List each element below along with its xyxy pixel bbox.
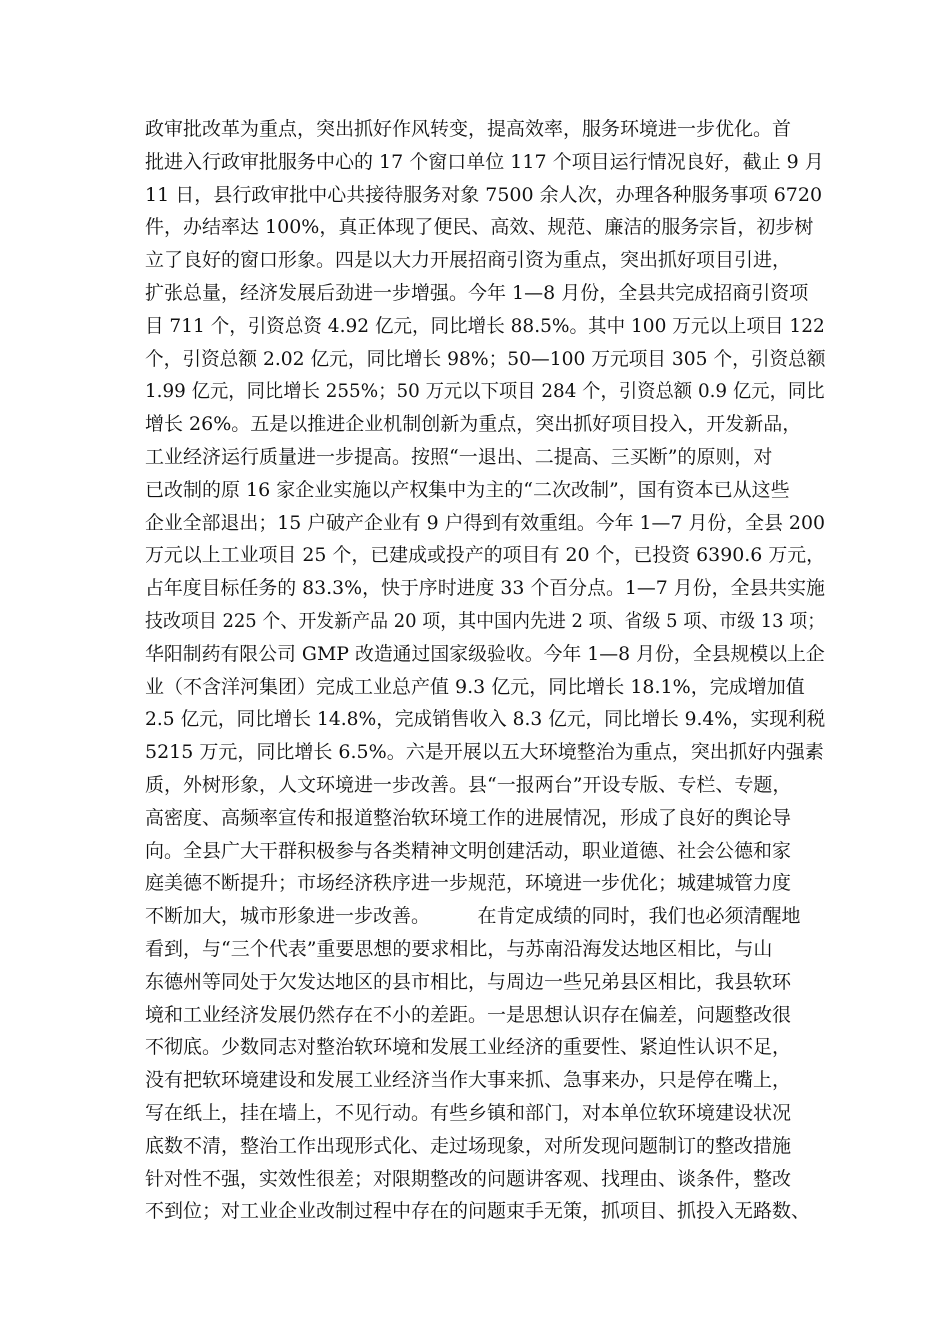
text-line: 东德州等同处于欠发达地区的县市相比，与周边一些兄弟县区相比，我县软环 — [145, 970, 792, 993]
text-line: 2.5 亿元，同比增长 14.8%，完成销售收入 8.3 亿元，同比增长 9.4%，实现利税 — [145, 708, 826, 731]
text-line: 企业全部退出；15 户破产企业有 9 户得到有效重组。今年 1—7 月份，全县 200 — [145, 511, 825, 534]
text-line: 5215 万元，同比增长 6.5%。六是开展以五大环境整治为重点，突出抓好内强素 — [145, 741, 824, 764]
text-line: 立了良好的窗口形象。四是以大力开展招商引资为重点，突出抓好项目引进， — [145, 249, 792, 272]
text-line: 高密度、高频率宣传和报道整治软环境工作的进展情况，形成了良好的舆论导 — [145, 806, 792, 829]
text-line: 业（不含洋河集团）完成工业总产值 9.3 亿元，同比增长 18.1%，完成增加值 — [145, 675, 805, 698]
text-line: 庭美德不断提升；市场经济秩序进一步规范，环境进一步优化；城建城管力度 — [145, 872, 792, 895]
text-line: 万元以上工业项目 25 个，已建成或投产的项目有 20 个，已投资 6390.6 万元， — [145, 544, 826, 567]
text-line: 底数不清，整治工作出现形式化、走过场现象，对所发现问题制订的整改措施 — [145, 1134, 792, 1157]
text-line: 增长 26%。五是以推进企业机制创新为重点，突出抓好项目投入，开发新品， — [145, 413, 802, 436]
text-line: 个，引资总额 2.02 亿元，同比增长 98%；50—100 万元项目 305 个，引资总额 — [145, 347, 826, 370]
text-line: 件，办结率达 100%，真正体现了便民、高效、规范、廉洁的服务宗旨，初步树 — [145, 216, 814, 239]
text-line: 占年度目标任务的 83.3%，快于序时进度 33 个百分点。1—7 月份，全县共实施 — [145, 577, 825, 600]
text-line: 工业经济运行质量进一步提高。按照“一退出、二提高、三买断”的原则，对 — [145, 445, 773, 468]
text-line: 不断加大，城市形象进一步改善。 在肯定成绩的同时，我们也必须清醒地 — [145, 905, 801, 928]
body-text — [145, 113, 825, 1228]
text-line: 质，外树形象，人文环境进一步改善。县“一报两台”开设专版、专栏、专题， — [145, 773, 792, 796]
text-line: 不到位；对工业企业改制过程中存在的问题束手无策，抓项目、抓投入无路数、 — [145, 1200, 811, 1223]
text-line: 已改制的原 16 家企业实施以产权集中为主的“二次改制”，国有资本已从这些 — [145, 478, 790, 501]
text-line: 写在纸上，挂在墙上，不见行动。有些乡镇和部门，对本单位软环境建设状况 — [145, 1101, 792, 1124]
text-line: 华阳制药有限公司 GMP 改造通过国家级验收。今年 1—8 月份，全县规模以上企 — [145, 642, 825, 665]
text-line: 不彻底。少数同志对整治软环境和发展工业经济的重要性、紧迫性认识不足， — [145, 1036, 792, 1059]
text-line: 境和工业经济发展仍然存在不小的差距。一是思想认识存在偏差，问题整改很 — [145, 1003, 792, 1026]
text-line: 1.99 亿元，同比增长 255%；50 万元以下项目 284 个，引资总额 0.9 亿元，同比 — [145, 380, 825, 403]
text-line: 目 711 个，引资总资 4.92 亿元，同比增长 88.5%。其中 100 万元以上项目 122 — [145, 314, 825, 337]
text-line: 扩张总量，经济发展后劲进一步增强。今年 1—8 月份，全县共完成招商引资项 — [145, 281, 809, 304]
text-line: 11 日，县行政审批中心共接待服务对象 7500 余人次，办理各种服务事项 6720 — [145, 183, 823, 206]
text-line: 向。全县广大干群积极参与各类精神文明创建活动，职业道德、社会公德和家 — [145, 839, 792, 862]
text-line: 针对性不强，实效性很差；对限期整改的问题讲客观、找理由、谈条件，整改 — [145, 1167, 792, 1190]
text-line: 技改项目 225 个、开发新产品 20 项，其中国内先进 2 项、省级 5 项、市级 13 项； — [145, 609, 826, 632]
text-line: 看到，与“三个代表”重要思想的要求相比，与苏南沿海发达地区相比，与山 — [145, 937, 773, 960]
text-line: 没有把软环境建设和发展工业经济当作大事来抓、急事来办，只是停在嘴上， — [145, 1069, 792, 1092]
text-line: 政审批改革为重点，突出抓好作风转变，提高效率，服务环境进一步优化。首 — [145, 118, 792, 140]
text-line: 批进入行政审批服务中心的 17 个窗口单位 117 个项目运行情况良好，截止 9 月 — [145, 150, 824, 173]
